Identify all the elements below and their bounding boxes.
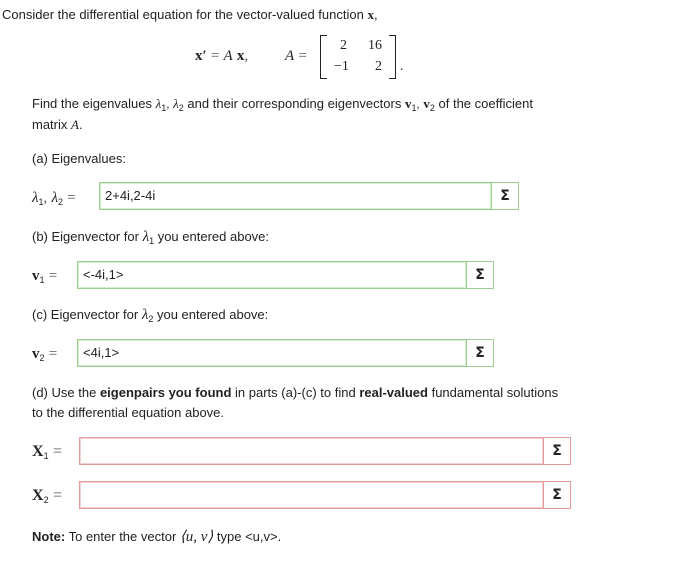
eigenvector-1-equation-editor-icon[interactable]: Σ [467,261,494,289]
x1-prompt: $X_1$ = [32,443,63,461]
part-b-label: (b) Eigenvector for $\lambda_1$ you entered above: [32,229,270,246]
eigenvalues-prompt: $\lambda_1$, $\lambda_2$ = [32,190,76,207]
matrix-label: A = [285,48,307,64]
coefficient-matrix [320,35,402,81]
eigenvector-1-input[interactable]: <-4i,1> [77,261,467,289]
part-d-line-2: to the differential equation above. [32,405,225,420]
part-c-label: (c) Eigenvector for $\lambda_2$ you entered above: [32,307,269,324]
matrix-cell-21: −1 [334,59,349,74]
x2-prompt: $X_2$ = [32,487,63,505]
matrix-period: . [400,59,404,74]
part-d-line-1: (d) Use the eigenpairs you found in parts (a)-(c) to find real-valued fundamental solutions [32,385,559,400]
left-bracket [320,35,327,79]
solution-x2-equation-editor-icon[interactable]: Σ [544,481,571,509]
v1-prompt: $v_1$ = [32,268,58,285]
v2-prompt: $v_2$ = [32,346,58,363]
eigenvalues-input[interactable]: 2+4i,2-4i [99,182,492,210]
right-bracket [389,35,396,79]
task-line-2: matrix A. [32,117,83,132]
note: Note: To enter the vector ⟨u, v⟩ type <u,v>. [32,529,282,545]
matrix-cell-22: 2 [375,59,382,74]
task-line-1: Find the eigenvalues $\lambda_1$, $\lambda_2$ and their corresponding eigenvectors $v_1$, $v_2$ of the coefficient [32,96,533,113]
ode-equation: x′ = A x, [195,48,249,64]
matrix-cell-11: 2 [340,38,347,53]
eigenvector-2-equation-editor-icon[interactable]: Σ [467,339,494,367]
solution-x1-input[interactable] [79,437,544,465]
eigenvector-2-input[interactable]: <4i,1> [77,339,467,367]
eigenvalues-equation-editor-icon[interactable]: Σ [492,182,519,210]
intro-text: Consider the differential equation for the vector-valued function x, [2,7,378,22]
solution-x2-input[interactable] [79,481,544,509]
solution-x1-equation-editor-icon[interactable]: Σ [544,437,571,465]
part-a-label: (a) Eigenvalues: [32,151,126,166]
matrix-cell-12: 16 [368,38,382,53]
